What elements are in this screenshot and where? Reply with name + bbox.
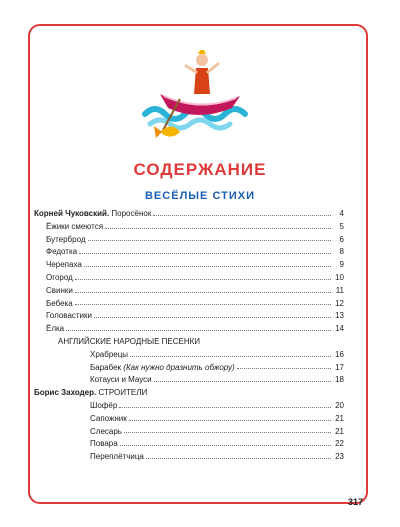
leader-dots bbox=[75, 292, 331, 293]
toc-row[interactable] bbox=[34, 272, 344, 285]
page-ref: 20 bbox=[335, 400, 344, 410]
leader-dots bbox=[75, 279, 331, 280]
page-ref: 21 bbox=[335, 413, 344, 423]
boat-illustration bbox=[140, 44, 255, 144]
toc-section-heading bbox=[34, 336, 344, 349]
leader-dots bbox=[66, 330, 331, 331]
entry-title: Повара bbox=[90, 439, 118, 449]
toc-row[interactable] bbox=[34, 221, 344, 234]
entry-title: Котауси и Мауси bbox=[90, 375, 152, 385]
toc-row[interactable] bbox=[34, 349, 344, 362]
leader-dots bbox=[94, 317, 331, 318]
page-ref: 12 bbox=[335, 298, 344, 308]
leader-dots bbox=[124, 432, 331, 433]
section-title: СТРОИТЕЛИ bbox=[98, 388, 148, 398]
leader-dots bbox=[129, 420, 331, 421]
leader-dots bbox=[237, 368, 331, 369]
section-title: АНГЛИЙСКИЕ НАРОДНЫЕ ПЕСЕНКИ bbox=[58, 336, 201, 346]
toc-row[interactable] bbox=[34, 234, 344, 247]
leader-dots bbox=[146, 458, 331, 459]
page-ref: 22 bbox=[335, 439, 344, 449]
entry-title: Бебека bbox=[46, 298, 73, 308]
section-subtitle: ВЕСЁЛЫЕ СТИХИ bbox=[144, 190, 255, 202]
toc-row[interactable] bbox=[34, 451, 344, 464]
leader-dots bbox=[88, 240, 331, 241]
entry-title: Барабек bbox=[90, 362, 122, 372]
entry-title: Сапожник bbox=[90, 413, 127, 423]
toc-row[interactable] bbox=[34, 259, 344, 272]
page-ref: 14 bbox=[335, 324, 344, 334]
page-ref: 16 bbox=[335, 349, 344, 359]
entry-title: Храбрецы bbox=[90, 349, 129, 359]
entry-title: Шофёр bbox=[90, 400, 118, 410]
contents-title: СОДЕРЖАНИЕ bbox=[133, 160, 267, 179]
entry-note: (Как нужно дразнить обжору) bbox=[123, 362, 235, 372]
toc-row[interactable] bbox=[34, 323, 344, 336]
leader-dots bbox=[119, 407, 331, 408]
leader-dots bbox=[154, 381, 331, 382]
page-ref: 9 bbox=[339, 260, 344, 270]
entry-title: Черепаха bbox=[46, 260, 82, 270]
entry-title: Бутерброд bbox=[46, 234, 86, 244]
entry-title: Федотка bbox=[46, 247, 78, 257]
author-name: Борис Заходер. bbox=[34, 388, 97, 398]
page-ref: 4 bbox=[339, 209, 344, 218]
leader-dots bbox=[105, 228, 331, 229]
leader-dots bbox=[84, 266, 331, 267]
page-ref: 21 bbox=[335, 426, 344, 436]
toc-row[interactable] bbox=[34, 246, 344, 259]
page-ref: 13 bbox=[335, 311, 344, 321]
leader-dots bbox=[75, 304, 331, 305]
entry-title: Ёлка bbox=[46, 324, 65, 334]
table-of-contents bbox=[34, 208, 344, 464]
entry-title: Переплётчица bbox=[90, 452, 144, 462]
toc-row[interactable] bbox=[34, 438, 344, 451]
leader-dots bbox=[79, 253, 331, 254]
page-ref: 23 bbox=[335, 452, 344, 462]
toc-row[interactable] bbox=[34, 298, 344, 311]
page-ref: 6 bbox=[339, 234, 344, 244]
leader-dots bbox=[153, 215, 331, 216]
toc-author-heading bbox=[34, 387, 344, 400]
page-ref: 18 bbox=[335, 375, 344, 385]
toc-row[interactable] bbox=[34, 413, 344, 426]
toc-row[interactable] bbox=[34, 362, 344, 375]
page-ref: 10 bbox=[335, 272, 344, 282]
toc-row[interactable] bbox=[34, 208, 344, 221]
entry-title: Слесарь bbox=[90, 426, 122, 436]
page-ref: 17 bbox=[335, 362, 344, 372]
page-ref: 5 bbox=[339, 221, 344, 231]
entry-title: Поросёнок bbox=[111, 209, 152, 218]
author-name: Корней Чуковский. bbox=[34, 209, 110, 218]
page-ref: 11 bbox=[335, 285, 344, 295]
entry-title: Головастики bbox=[46, 311, 92, 321]
toc-row[interactable] bbox=[34, 400, 344, 413]
toc-row[interactable] bbox=[34, 310, 344, 323]
entry-title: Ёжики смеются bbox=[46, 221, 104, 231]
entry-title: Огород bbox=[46, 272, 73, 282]
page-number: 317 bbox=[348, 497, 364, 507]
leader-dots bbox=[130, 356, 331, 357]
entry-title: Свинки bbox=[46, 285, 73, 295]
toc-row[interactable] bbox=[34, 285, 344, 298]
page-ref: 8 bbox=[339, 247, 344, 257]
toc-row[interactable] bbox=[34, 426, 344, 439]
leader-dots bbox=[120, 445, 331, 446]
toc-row[interactable] bbox=[34, 374, 344, 387]
